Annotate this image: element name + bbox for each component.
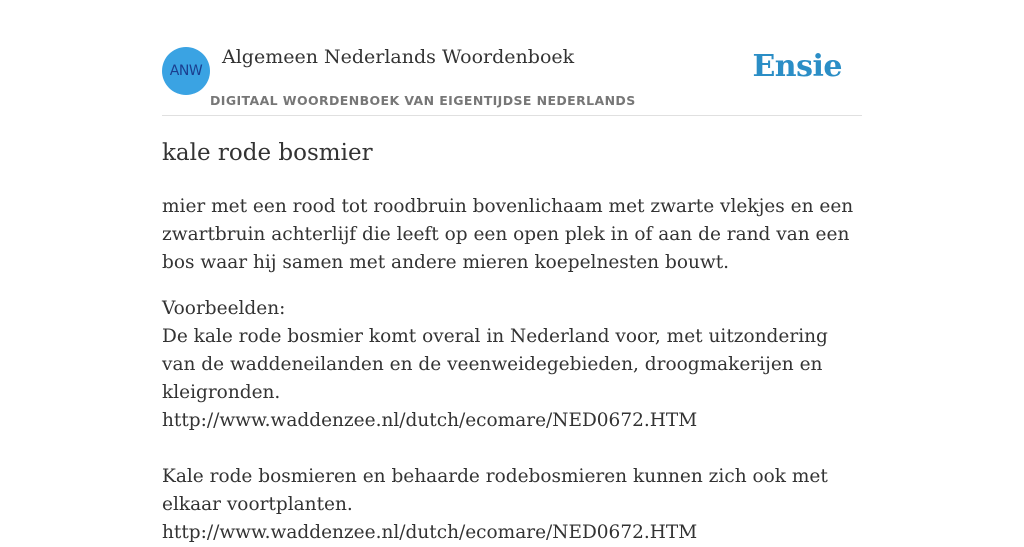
header [162,0,862,116]
dictionary-title[interactable]: Algemeen Nederlands Woordenboek [222,46,575,68]
example-spacer [162,435,862,463]
definition: mier met een rood tot roodbruin bovenlichaam met zwarte vlekjes en een zwartbruin achterlijf die leeft op een open plek in of aan de rand van een bos waar hij samen met andere mieren koepelnesten bouwt. [162,196,854,273]
dictionary-subtitle: DIGITAAL WOORDENBOEK VAN EIGENTIJDSE NEDERLANDS [210,93,636,108]
example-text: De kale rode bosmier komt overal in Nederland voor, met uitzondering van de waddeneilanden en de veenweidegebieden, droogmakerijen en kleigronden. [162,326,828,403]
headword: kale rode bosmier [162,140,373,166]
example-source: http://www.waddenzee.nl/dutch/ecomare/NED0672.HTM [162,522,698,543]
examples-label: Voorbeelden: [162,298,286,319]
entry-card [162,0,862,543]
ensie-brand-logo[interactable]: Ensie [752,49,842,84]
example-text: Kale rode bosmieren en behaarde rodebosmieren kunnen zich ook met elkaar voortplanten. [162,466,828,515]
example-source: http://www.waddenzee.nl/dutch/ecomare/NED0672.HTM [162,410,698,431]
anw-logo[interactable] [162,47,210,95]
examples-section [162,295,862,547]
logo-text: ANW [169,63,203,79]
